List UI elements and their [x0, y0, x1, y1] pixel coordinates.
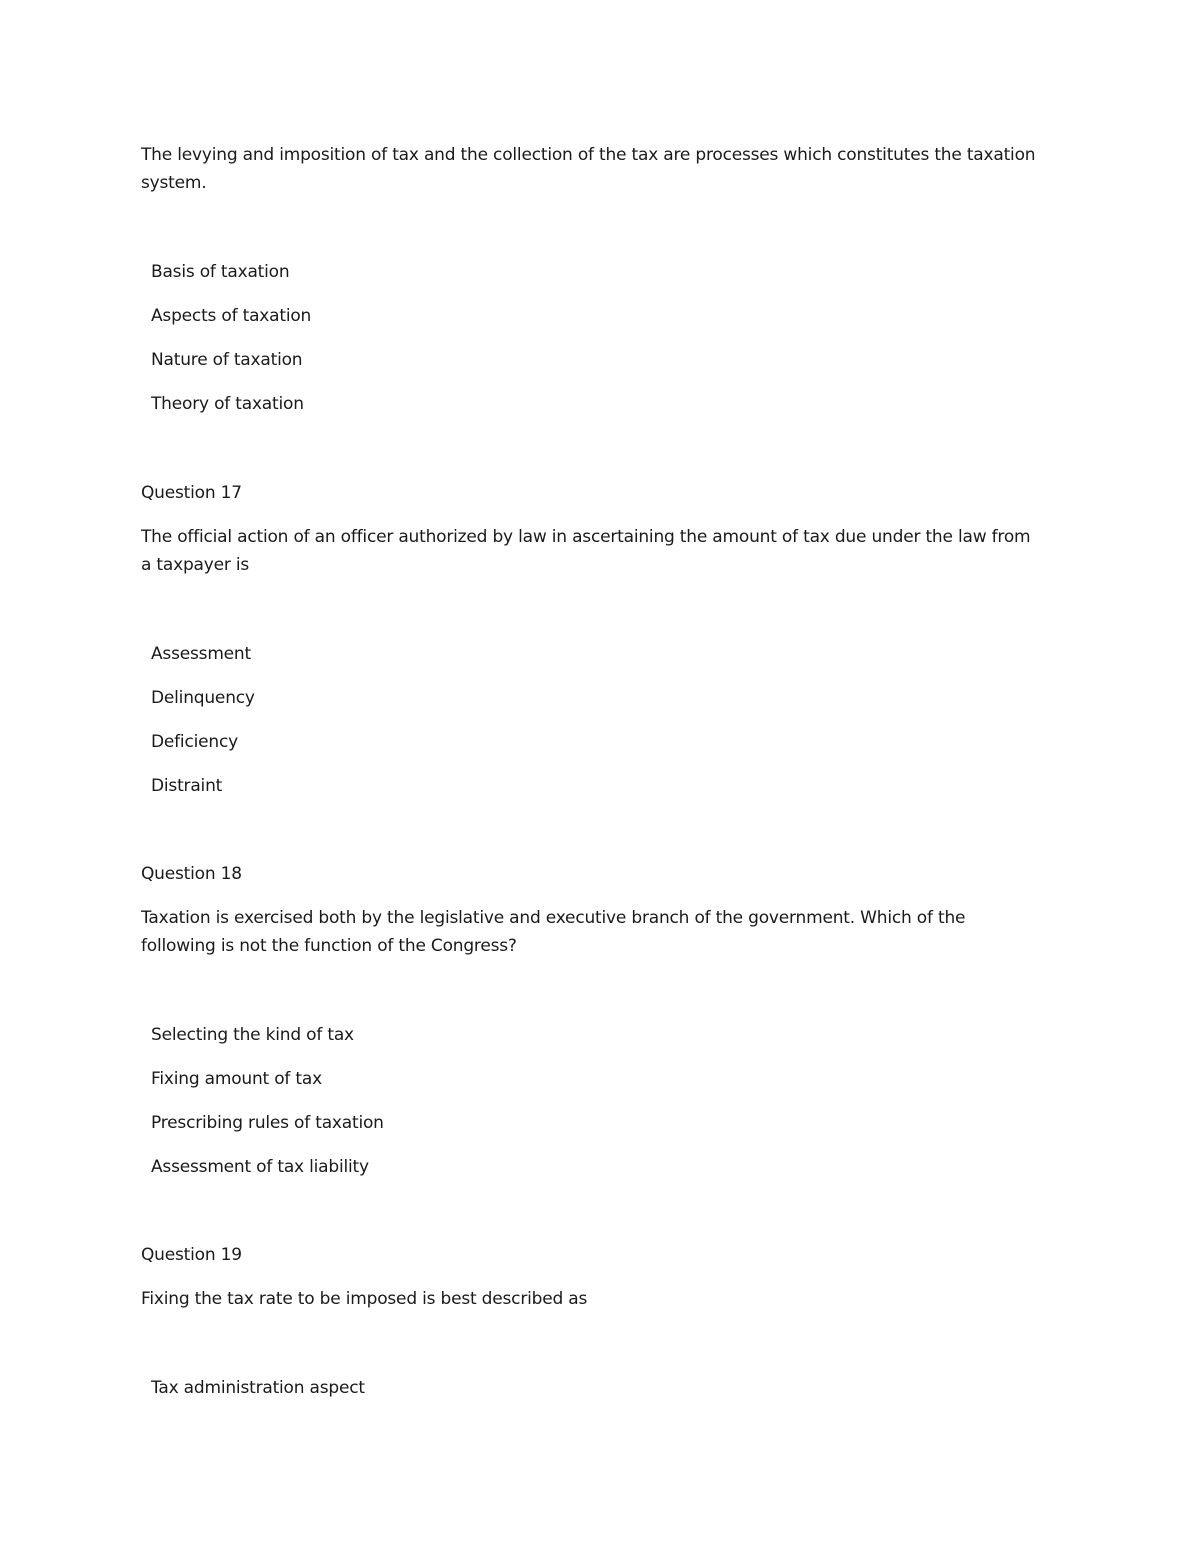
question-label: Question 19 — [141, 1245, 242, 1265]
answer-option: Delinquency — [151, 688, 255, 708]
answer-option: Theory of taxation — [151, 394, 304, 414]
question-stem: Taxation is exercised both by the legislative and executive branch of the government. Which of the following is not the function of the Congress? — [141, 908, 966, 956]
answer-option: Distraint — [151, 776, 223, 796]
answer-option: Fixing amount of tax — [151, 1069, 322, 1089]
answer-option: Assessment of tax liability — [151, 1157, 369, 1177]
answer-option: Aspects of taxation — [151, 306, 312, 326]
question-stem: The official action of an officer authorized by law in ascertaining the amount of tax due under the law from a taxpayer is — [141, 527, 1031, 575]
answer-option: Basis of taxation — [151, 262, 290, 282]
question-label: Question 17 — [141, 483, 242, 503]
answer-option: Selecting the kind of tax — [151, 1025, 354, 1045]
question-label: Question 18 — [141, 864, 242, 884]
answer-option: Prescribing rules of taxation — [151, 1113, 384, 1133]
answer-option: Tax administration aspect — [151, 1378, 365, 1398]
question-stem: Fixing the tax rate to be imposed is best described as — [141, 1289, 588, 1309]
answer-option: Assessment — [151, 644, 251, 664]
question-stem: The levying and imposition of tax and the collection of the tax are processes which constitutes the taxation system. — [141, 145, 1036, 193]
answer-option: Nature of taxation — [151, 350, 303, 370]
answer-option: Deficiency — [151, 732, 238, 752]
